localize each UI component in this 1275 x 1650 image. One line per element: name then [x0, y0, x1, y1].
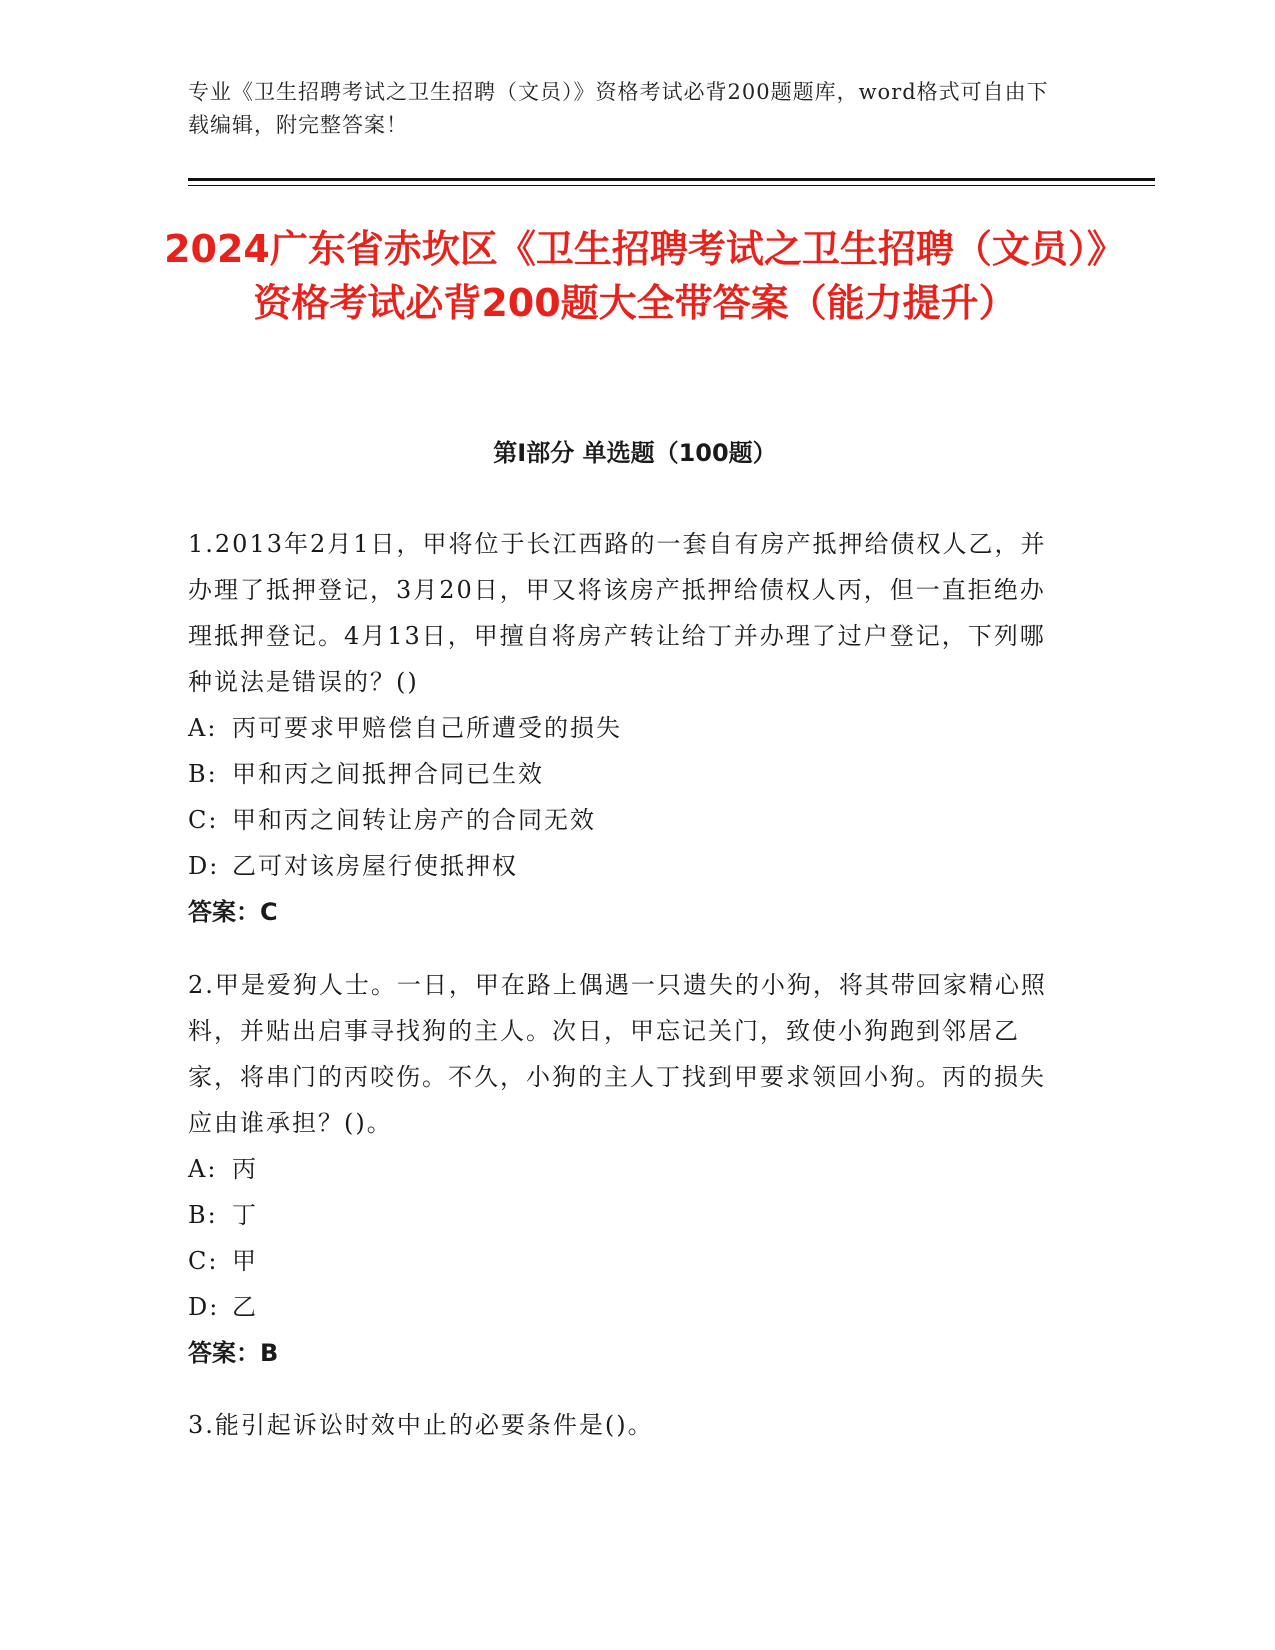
option-b [188, 1192, 1068, 1238]
option-text: 丙 [232, 1155, 258, 1183]
option-text: 丁 [232, 1201, 258, 1229]
header-divider-thin [188, 185, 1155, 186]
option-text: 乙可对该房屋行使抵押权 [232, 852, 518, 880]
option-c [188, 797, 1068, 843]
document-title: 2024广东省赤坎区《卫生招聘考试之卫生招聘（文员）》资格考试必背200题大全带答案（能力提升） [164, 227, 1106, 325]
option-d [188, 843, 1068, 889]
option-text: 甲和丙之间转让房产的合同无效 [232, 806, 596, 834]
option-b [188, 751, 1068, 797]
answer: 答案：C [188, 898, 278, 926]
question-stem: 1.2013年2月1日，甲将位于长江西路的一套自有房产抵押给债权人乙，并办理了抵押登记，3月20日，甲又将该房产抵押给债权人丙，但一直拒绝办理抵押登记。4月13日，甲擅自将房产转让给丁并办理了过户登记，下列哪种说法是错误的？() [188, 530, 1047, 696]
question-1 [188, 521, 1068, 935]
header-divider-thick [188, 178, 1155, 181]
question-stem: 3.能引起诉讼时效中止的必要条件是()。 [188, 1411, 654, 1439]
option-text: 丙可要求甲赔偿自己所遭受的损失 [232, 714, 622, 742]
option-text: 甲和丙之间抵押合同已生效 [232, 760, 544, 788]
option-letter: A: [188, 1155, 218, 1183]
option-text: 乙 [232, 1293, 258, 1321]
section-title: 第Ⅰ部分 单选题（100题） [493, 439, 777, 467]
option-a [188, 705, 1068, 751]
option-d [188, 1284, 1068, 1330]
question-stem: 2.甲是爱狗人士。一日，甲在路上偶遇一只遗失的小狗，将其带回家精心照料，并贴出启事寻找狗的主人。次日，甲忘记关门，致使小狗跑到邻居乙家，将串门的丙咬伤。不久，小狗的主人丁找到甲要求领回小狗。丙的损失应由谁承担？()。 [188, 971, 1047, 1137]
option-letter: B: [188, 760, 218, 788]
option-a [188, 1146, 1068, 1192]
answer: 答案：B [188, 1339, 279, 1367]
question-3 [188, 1402, 1068, 1448]
option-letter: D: [188, 1293, 220, 1321]
option-text: 甲 [232, 1247, 258, 1275]
option-letter: C: [188, 1247, 219, 1275]
option-letter: D: [188, 852, 220, 880]
question-2 [188, 962, 1068, 1376]
option-letter: C: [188, 806, 219, 834]
option-letter: A: [188, 714, 218, 742]
option-letter: B: [188, 1201, 218, 1229]
option-c [188, 1238, 1068, 1284]
header-note: 专业《卫生招聘考试之卫生招聘（文员）》资格考试必背200题题库，word格式可自由下载编辑，附完整答案！ [188, 80, 1049, 137]
